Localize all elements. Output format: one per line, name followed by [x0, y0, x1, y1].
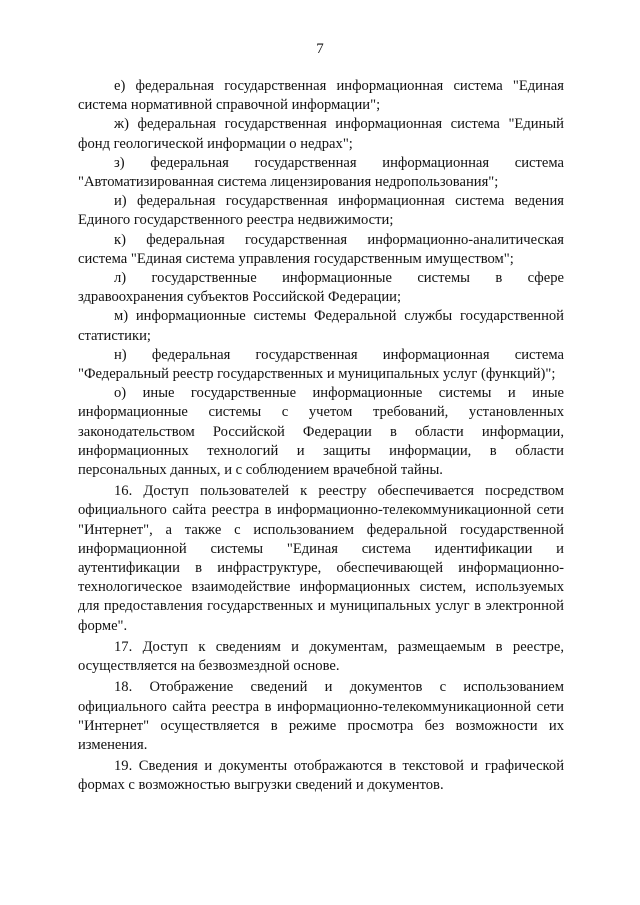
- list-item-i: и) федеральная государственная информационная система ведения Единого государственного реестра недвижимости;: [78, 193, 564, 229]
- list-item-n: н) федеральная государственная информационная система "Федеральный реестр государственных и муниципальных услуг (функций)";: [78, 346, 564, 383]
- list-item-o: о) иные государственные информационные системы и иные информационные системы с учетом требований, установленных законодательством Российской Федерации в области информации, информационных технологий и защиты информации, в области персональных данных, и с соблюдением врачебной тайны.: [78, 385, 564, 479]
- list-item-m: м) информационные системы Федеральной службы государственной статистики;: [78, 308, 564, 344]
- page-number: 7: [316, 41, 324, 57]
- list-item-z: з) федеральная государственная информационная система "Автоматизированная система лицензирования недропользования";: [78, 154, 564, 191]
- clause-17: 17. Доступ к сведениям и документам, размещаемым в реестре, осуществляется на безвозмездной основе.: [78, 638, 564, 675]
- document-body: [78, 77, 564, 796]
- list-item-zh: ж) федеральная государственная информационная система "Единый фонд геологической информации о недрах";: [78, 116, 564, 152]
- clause-18: 18. Отображение сведений и документов с использованием официального сайта реестра в информационно-телекоммуникационной сети "Интернет" осуществляется в режиме просмотра без возможности их изменения.: [78, 679, 564, 753]
- list-item-l: л) государственные информационные системы в сфере здравоохранения субъектов Российской Федерации;: [78, 270, 564, 306]
- list-item-e: е) федеральная государственная информационная система "Единая система нормативной справочной информации";: [78, 78, 564, 114]
- clause-16: 16. Доступ пользователей к реестру обеспечивается посредством официального сайта реестра в информационно-телекоммуникационной сети "Интернет", а также с использованием федеральной государственной информационной системы "Единая система идентификации и аутентификации в инфраструктуре, обеспечивающей информационно-технологическое взаимодействие информационных систем, используемых для предоставления государственных и муниципальных услуг в электронной форме".: [78, 483, 564, 634]
- clause-19: 19. Сведения и документы отображаются в текстовой и графической формах с возможностью выгрузки сведений и документов.: [78, 758, 564, 794]
- list-item-k: к) федеральная государственная информационно-аналитическая система "Единая система управления государственным имуществом";: [78, 231, 564, 267]
